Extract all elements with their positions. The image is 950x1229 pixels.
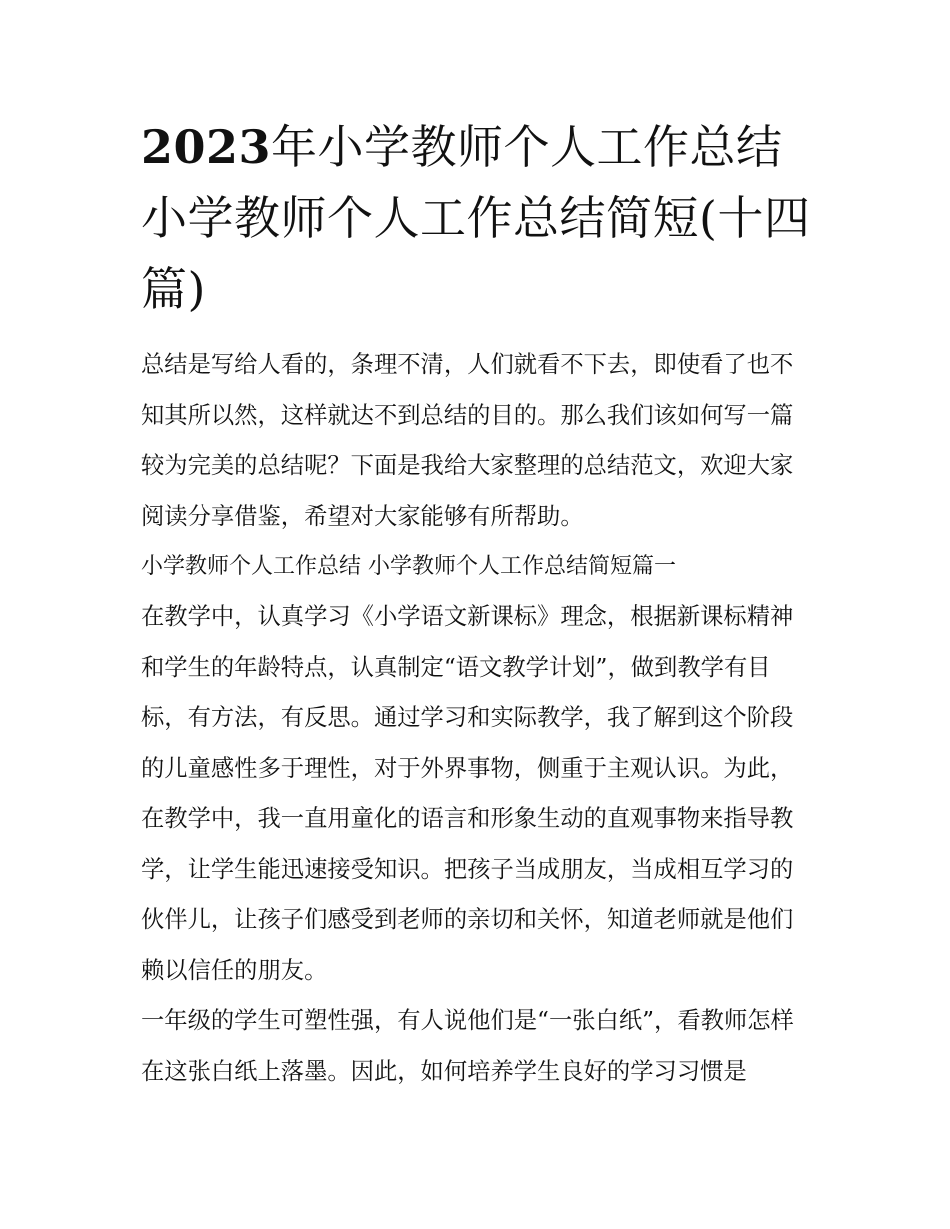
body-paragraph-2: 一年级的学生可塑性强，有人说他们是“一张白纸”，看教师怎样在这张白纸上落墨。因此，如何培养学生良好的学习习惯是 xyxy=(141,1007,794,1085)
intro-paragraph: 总结是写给人看的，条理不清，人们就看不下去，即使看了也不知其所以然，这样就达不到总结的目的。那么我们该如何写一篇较为完美的总结呢？下面是我给大家整理的总结范文，欢迎大家阅读分享借鉴，希望对大家能够有所帮助。 xyxy=(141,351,794,530)
section-heading: 小学教师个人工作总结 小学教师个人工作总结简短篇一 xyxy=(141,554,676,579)
title-year: 2023 xyxy=(141,120,272,174)
document-page xyxy=(141,112,813,1097)
body-paragraph-1: 在教学中，认真学习《小学语文新课标》理念，根据新课标精神和学生的年龄特点，认真制定“语文教学计划”，做到教学有目标，有方法，有反思。通过学习和实际教学，我了解到这个阶段的儿童感性多于理性，对于外界事物，侧重于主观认识。为此，在教学中，我一直用童化的语言和形象生动的直观事物来指导教学，让学生能迅速接受知识。把孩子当成朋友，当成相互学习的伙伴儿，让孩子们感受到老师的亲切和关怀，知道老师就是他们赖以信任的朋友。 xyxy=(141,603,794,984)
document-title xyxy=(141,112,813,325)
title-text: 年小学教师个人工作总结 小学教师个人工作总结简短(十四篇) xyxy=(141,120,811,316)
document-body xyxy=(141,340,813,1097)
